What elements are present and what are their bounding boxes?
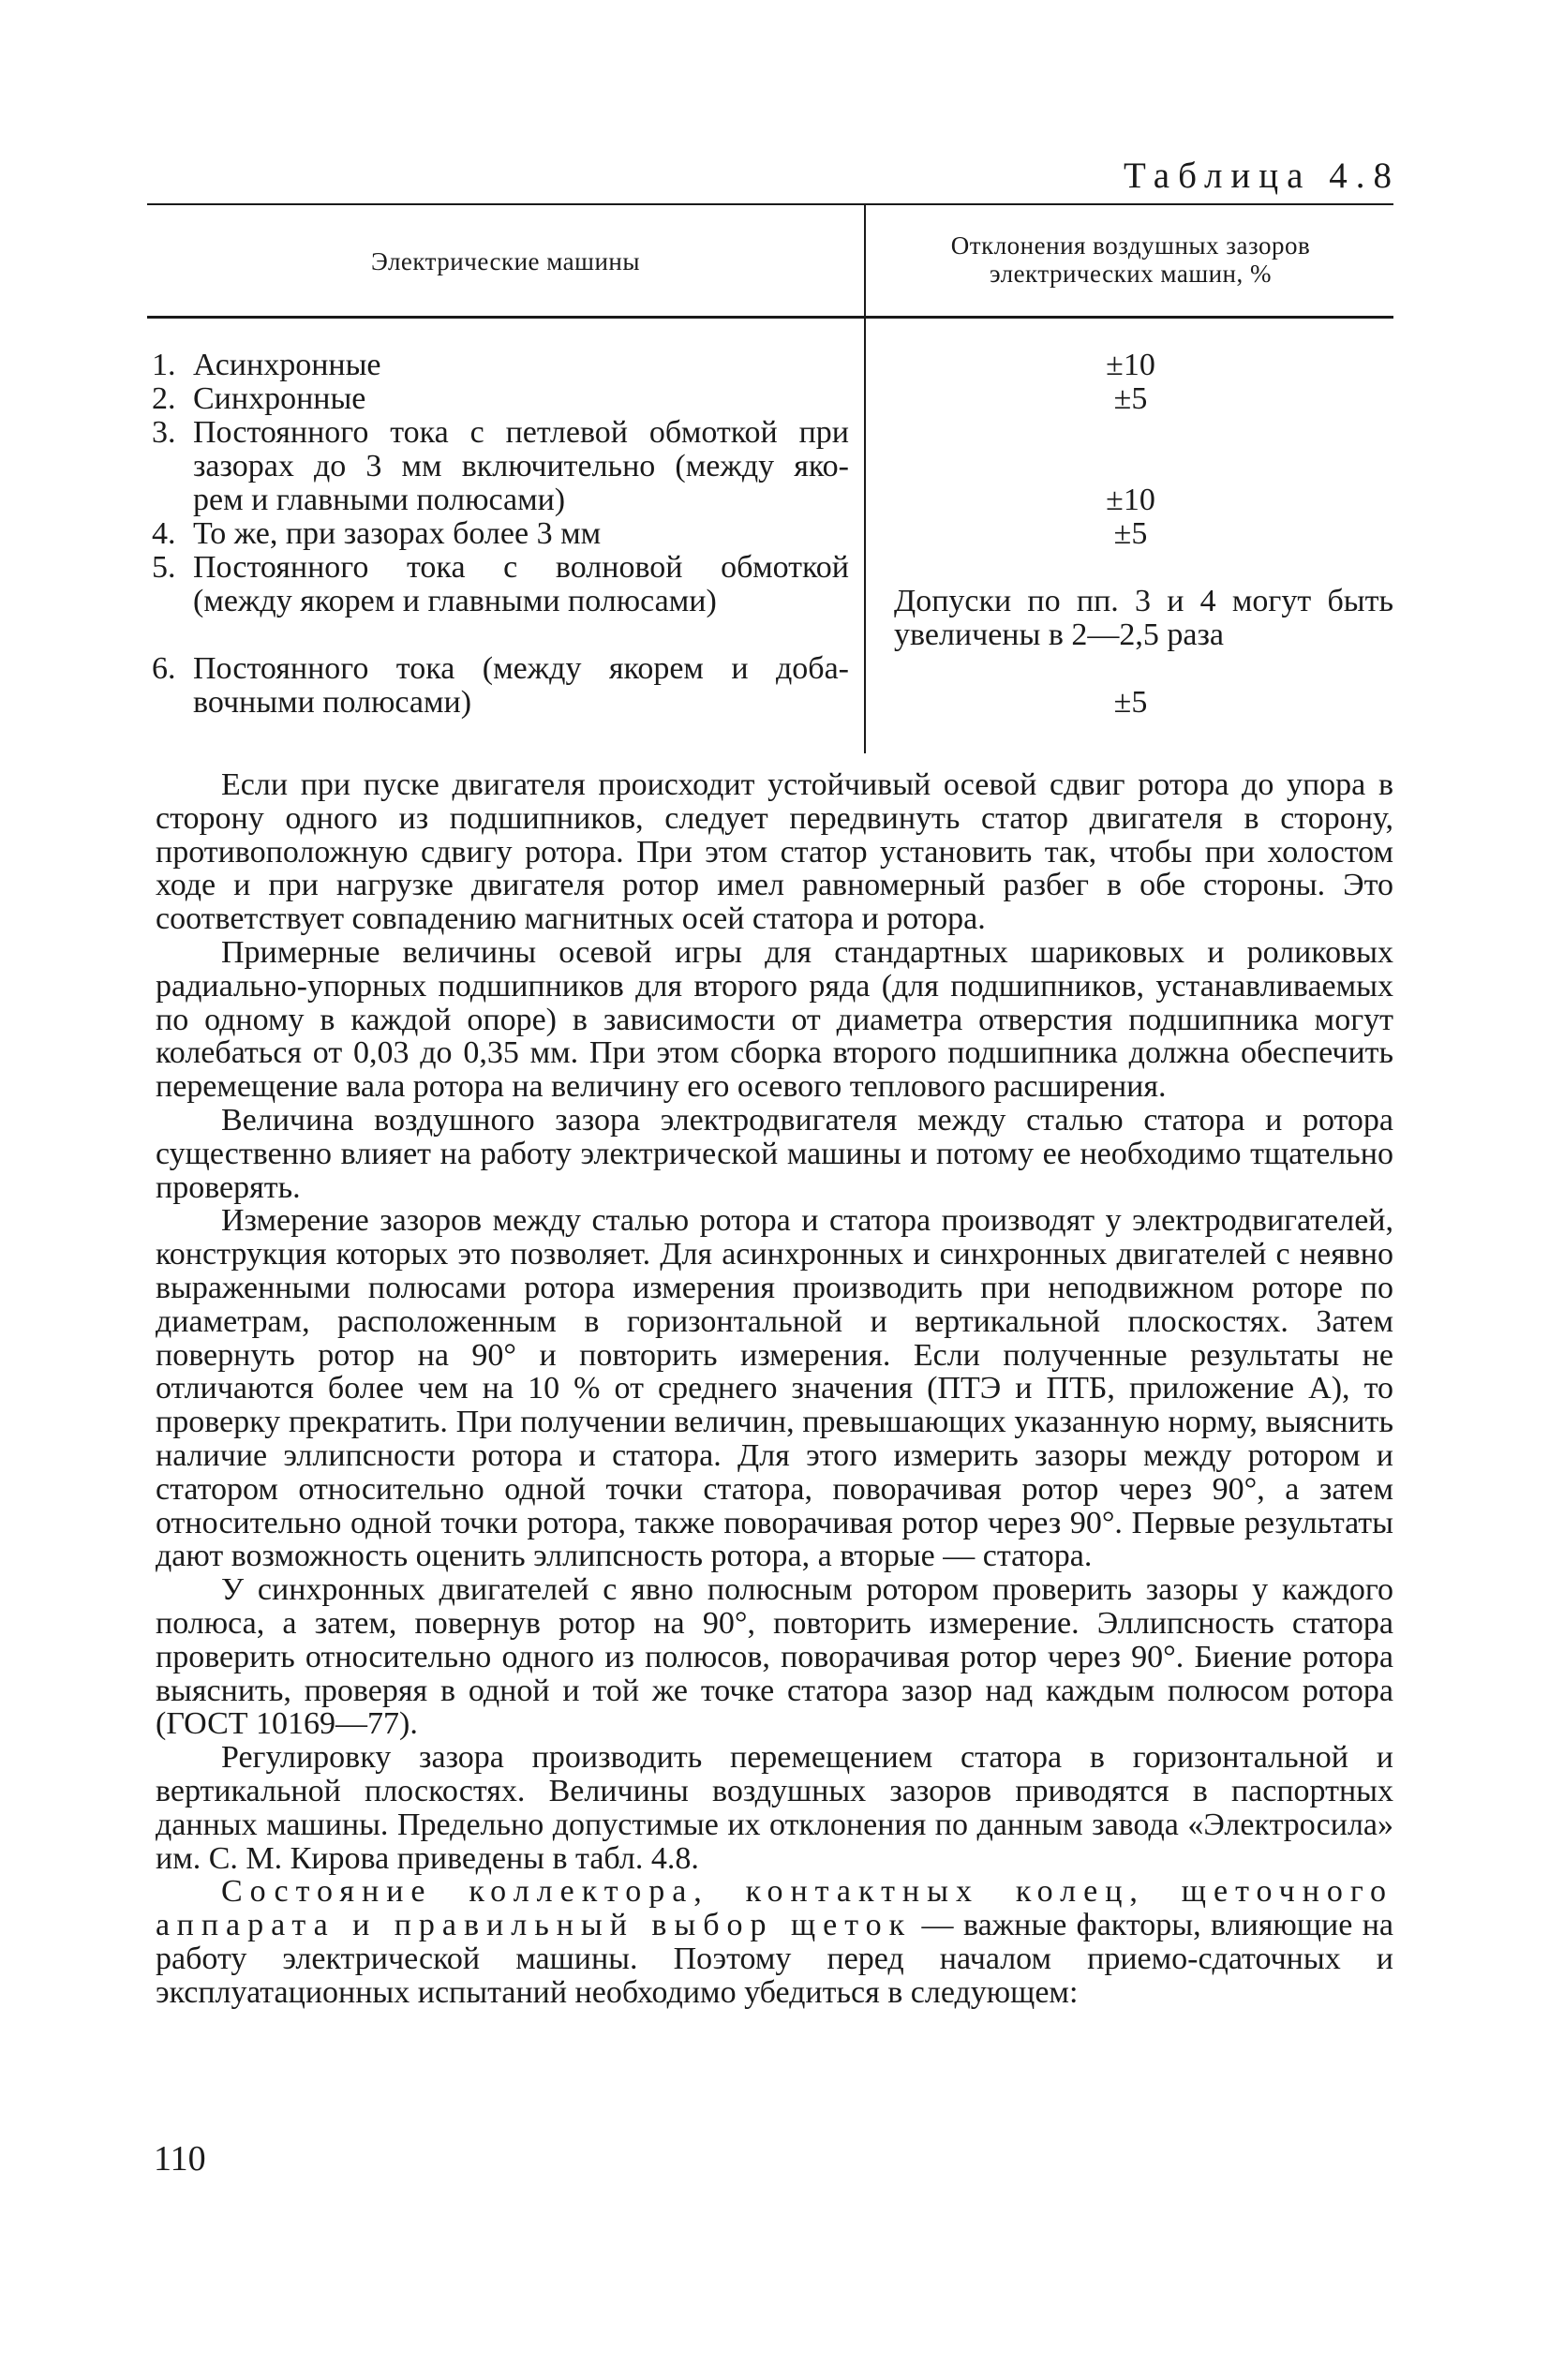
header-deviations-line2: электрических машин, %	[990, 260, 1272, 288]
paragraph-rest: — важные факторы, влияющие на работу электрической машины. Поэтому перед началом приемо-сдаточных и эксплуатационных испытаний необходимо убедиться в следующем:	[156, 1908, 1393, 2010]
row-deviation: ±10	[1106, 483, 1155, 517]
paragraph	[156, 1875, 1393, 2009]
header-deviations	[868, 231, 1393, 288]
row-machine: Асинхронные	[193, 348, 381, 382]
row-number: 1.	[152, 348, 176, 382]
page-number: 110	[154, 2139, 206, 2179]
paragraph: Регулировку зазора производить перемещением статора в горизонтальной и вертикальной плоскостях. Величины воздушных зазоров приводятся в паспортных данных машины. Предельно допустимые их отклонения по данным завода «Электросила» им. С. М. Кирова приведены в табл. 4.8.	[156, 1740, 1393, 1876]
row-machine: Синхронные	[193, 381, 366, 416]
table-column-divider	[864, 205, 866, 753]
row-number: 4.	[152, 516, 176, 551]
paragraph: Измерение зазоров между сталью ротора и статора производят у электродвигателей, конструкция которых это позволяет. Для асинхронных и синхронных двигателей с неявно выраженными полюсами ротора измерения производить при неподвижном роторе по диаметрам, расположенным в горизонтальной и вертикальной плоскостях. Затем повернуть ротор на 90° и повторить измерения. Если полученные результаты не отличаются более чем на 10 % от среднего значения (ПТЭ и ПТБ, приложение А), то проверку прекратить. При получении величин, превышающих указанную норму, выяснить наличие эллипсности ротора и статора. Для этого измерить зазоры между ротором и статором относительно одной точки статора, поворачивая ротор через 90°, а затем относительно одной точки ротора, также поворачивая ротор через 90°. Первые результаты дают возможность оценить эллипсность ротора, а вторые — статора.	[156, 1203, 1393, 1574]
row-machine: То же, при зазорах более 3 мм	[193, 516, 602, 551]
row-machine-line: Постоянного тока с волновой обмоткой	[193, 550, 849, 585]
row-number: 3.	[152, 415, 176, 450]
row-deviation: ±10	[1106, 348, 1155, 382]
row-number: 2.	[152, 381, 176, 416]
row-machine-line: Постоянного тока с петлевой обмоткой при	[193, 415, 849, 450]
paragraph: У синхронных двигателей с явно полюсным ротором проверить зазоры у каждого полюса, а затем, повернув ротор на 90°, повторить измерение. Эллипсность статора проверить относительно одного из полюсов, поворачивая ротор через 90°. Биение ротора выяснить, проверяя в одной и той же точке статора зазор над каждым полюсом ротора (ГОСТ 10169—77).	[156, 1572, 1393, 1742]
row-machine-line: рем и главными полюсами)	[193, 483, 566, 517]
row-machine-line: (между якорем и главными полюсами)	[193, 584, 717, 618]
row-number: 6.	[152, 651, 176, 686]
paragraph: Величина воздушного зазора электродвигателя между сталью статора и ротора существенно влияет на работу электрической машины и потому ее необходимо тщательно проверять.	[156, 1102, 1393, 1205]
paragraph: Примерные величины осевой игры для стандартных шариковых и роликовых радиально-упорных подшипников для второго ряда (для подшипников, устанавливаемых по одному в каждой опоре) в зависимости от диаметра отверстия подшипника могут колебаться от 0,03 до 0,35 мм. При этом сборка второго подшипника должна обеспечить перемещение вала ротора на величину его осевого теплового расширения.	[156, 934, 1393, 1105]
row-machine-line: вочными полюсами)	[193, 685, 472, 720]
row-deviation: ±5	[1113, 381, 1148, 416]
table-caption: Таблица 4.8	[1123, 156, 1400, 196]
row-machine-line: зазорах до 3 мм включительно (между яко-	[193, 449, 849, 483]
header-deviations-line1: Отклонения воздушных зазоров	[950, 231, 1311, 260]
body-text	[156, 768, 1393, 2009]
row-machine-line: Постоянного тока (между якорем и доба-	[193, 651, 849, 686]
row-deviation: ±5	[1113, 516, 1148, 551]
spaced-emphasis: Состояние коллектора, контактных колец, щеточного аппарата и правильный выбор щеток	[156, 1874, 1393, 1943]
row-deviation: ±5	[1113, 685, 1148, 720]
table-header-rule	[147, 316, 1393, 319]
header-machines: Электрические машины	[370, 247, 640, 275]
row-number: 5.	[152, 550, 176, 585]
table-note: Допуски по пп. 3 и 4 могут быть увеличены в 2—2,5 раза	[894, 584, 1393, 652]
paragraph: Если при пуске двигателя происходит устойчивый осевой сдвиг ротора до упора в сторону одного из подшипников, следует передвинуть статор двигателя в сторону, противоположную сдвигу ротора. При этом статор установить так, чтобы при холостом ходе и при нагрузке двигателя ротор имел равномерный разбег в обе стороны. Это соответствует совпадению магнитных осей статора и ротора.	[156, 767, 1393, 937]
table-top-rule	[147, 203, 1393, 205]
